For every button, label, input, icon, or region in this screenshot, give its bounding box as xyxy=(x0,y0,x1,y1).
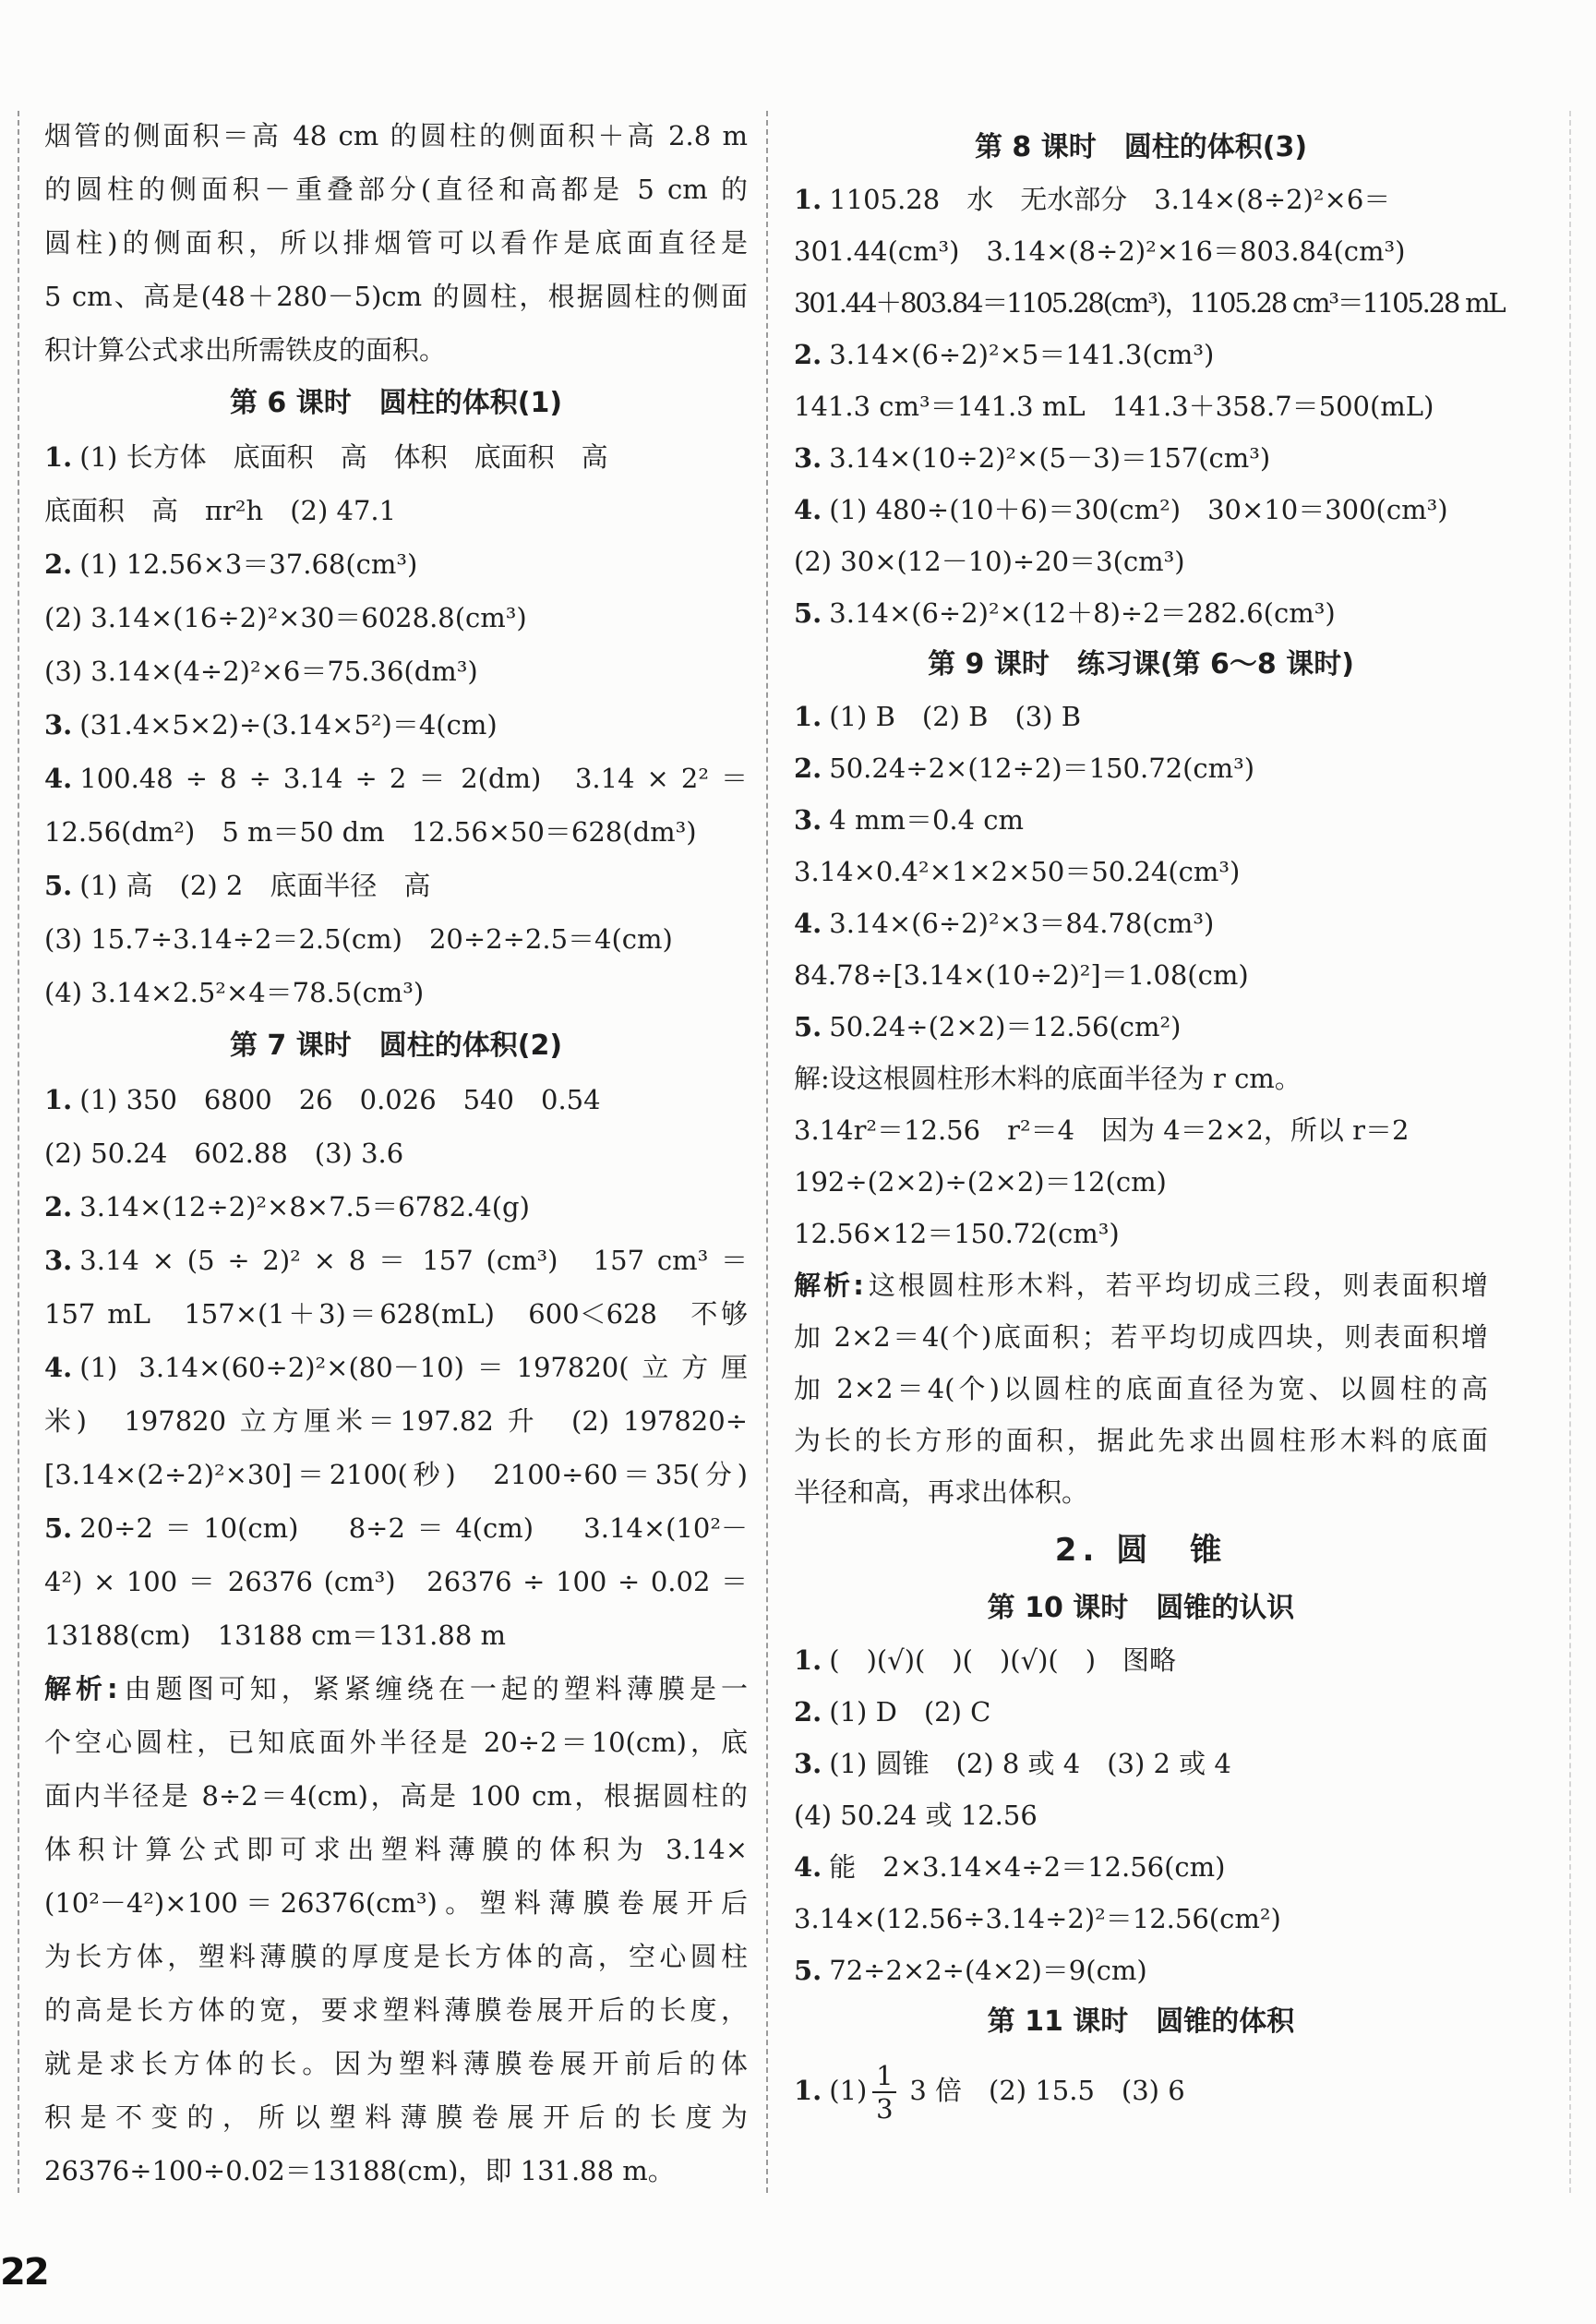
answer-line xyxy=(44,1287,748,1341)
question-number: 3. xyxy=(44,1245,73,1276)
section-heading xyxy=(794,639,1488,691)
line-text: 3.14×(10÷2)²×(5－3)＝157(cm³) xyxy=(829,442,1271,474)
answer-line xyxy=(794,174,1488,225)
line-text: 50.24÷(2×2)＝12.56(cm²) xyxy=(829,1011,1182,1042)
question-number: 5. xyxy=(44,870,73,901)
answer-line xyxy=(794,1415,1488,1466)
question-number: 2. xyxy=(794,1696,822,1728)
answer-line xyxy=(794,1208,1488,1259)
answer-line xyxy=(44,1716,748,1769)
line-text: 3.14 × (5 ÷ 2)² × 8 ＝ 157 (cm³) 157 cm³ ＝ xyxy=(79,1245,748,1276)
answer-line xyxy=(44,1769,748,1823)
question-number: 1. xyxy=(44,1084,73,1115)
answer-line xyxy=(44,912,748,966)
line-text: 半径和高，再求出体积。 xyxy=(794,1476,1089,1508)
line-text: 第 9 课时 练习课(第 6～8 课时) xyxy=(928,648,1354,680)
line-text: 第 10 课时 圆锥的认识 xyxy=(987,1592,1295,1624)
answer-line xyxy=(44,484,748,537)
answer-line xyxy=(44,1608,748,1662)
line-text: (3) 3.14×(4÷2)²×6＝75.36(dm³) xyxy=(44,656,478,687)
line-text: 3.14×0.4²×1×2×50＝50.24(cm³) xyxy=(794,856,1241,887)
fraction xyxy=(872,2060,896,2125)
question-number: 5. xyxy=(794,1955,822,1986)
right-margin-dashed-line xyxy=(1569,111,1571,2193)
line-text: 26376÷100÷0.02＝13188(cm)，即 131.88 m。 xyxy=(44,2155,675,2186)
line-text: 底面积 高 πr²h (2) 47.1 xyxy=(44,495,397,526)
answer-line xyxy=(794,897,1488,949)
line-text: 50.24÷2×(12÷2)＝150.72(cm³) xyxy=(829,753,1255,784)
fraction-denominator: 3 xyxy=(876,2093,894,2125)
line-text: 的圆柱的侧面积－重叠部分(直径和高都是 5 cm 的 xyxy=(44,174,748,205)
line-text: (10²－4²)×100＝26376(cm³)。塑料薄膜卷展开后 xyxy=(44,1887,748,1919)
line-text: 解:设这根圆柱形木料的底面半径为 r cm。 xyxy=(794,1063,1302,1094)
line-text: 米) 197820 立方厘米＝197.82 升 (2) 197820÷ xyxy=(44,1405,748,1437)
answer-line xyxy=(44,1876,748,1930)
answer-line xyxy=(44,1180,748,1234)
chapter-heading xyxy=(794,1518,1488,1583)
section-heading xyxy=(794,1583,1488,1634)
answer-line xyxy=(794,1789,1488,1841)
left-margin-dashed-line xyxy=(18,111,19,2193)
line-text: 157 mL 157×(1＋3)＝628(mL) 600＜628 不够 xyxy=(44,1298,748,1330)
question-number: 3. xyxy=(44,709,73,741)
answer-line xyxy=(44,1501,748,1555)
section-heading xyxy=(794,122,1488,174)
answer-line xyxy=(794,1363,1488,1415)
line-text: (2) 3.14×(16÷2)²×30＝6028.8(cm³) xyxy=(44,602,527,633)
answer-line xyxy=(794,1738,1488,1789)
line-text: 3.14×(6÷2)²×3＝84.78(cm³) xyxy=(829,908,1215,939)
line-text: 就是求长方体的长。因为塑料薄膜卷展开前后的体 xyxy=(44,2048,748,2079)
line-text: 个空心圆柱，已知底面外半径是 20÷2＝10(cm)，底 xyxy=(44,1727,748,1758)
answer-line xyxy=(794,1311,1488,1363)
sub-question-label: (1) xyxy=(829,2075,868,2106)
question-number: 5. xyxy=(794,1011,822,1042)
answer-line xyxy=(44,1126,748,1180)
answer-line xyxy=(794,329,1488,380)
line-text: 能 2×3.14×4÷2＝12.56(cm) xyxy=(829,1851,1226,1883)
fraction-numerator: 1 xyxy=(876,2060,894,2091)
line-text: 3.14r²＝12.56 r²＝4 因为 4＝2×2，所以 r＝2 xyxy=(794,1114,1410,1146)
line-text: 12.56(dm²) 5 m＝50 dm 12.56×50＝628(dm³) xyxy=(44,816,697,848)
line-text: 100.48 ÷ 8 ÷ 3.14 ÷ 2 ＝ 2(dm) 3.14 × 2² ＝ xyxy=(79,763,748,794)
line-text: 301.44＋803.84＝1105.28(cm³)，1105.28 cm³＝1105.28 mL xyxy=(794,287,1505,319)
line-text: (1) 350 6800 26 0.026 540 0.54 xyxy=(79,1084,601,1115)
line-text: 3 倍 (2) 15.5 (3) 6 xyxy=(909,2075,1185,2106)
answer-line xyxy=(44,2144,748,2198)
line-text: 为长的长方形的面积，据此先求出圆柱形木料的底面 xyxy=(794,1425,1488,1456)
answer-line xyxy=(794,1001,1488,1053)
question-number: 2. xyxy=(44,1191,73,1222)
line-text: 圆柱)的侧面积，所以排烟管可以看作是底面直径是 xyxy=(44,227,748,259)
line-text: 3.14×(6÷2)²×5＝141.3(cm³) xyxy=(829,339,1215,370)
line-text: (1) 高 (2) 2 底面半径 高 xyxy=(79,870,431,901)
line-text: 为长方体，塑料薄膜的厚度是长方体的高，空心圆柱 xyxy=(44,1941,748,1972)
line-text: 加 2×2＝4(个)底面积；若平均切成四块，则表面积增 xyxy=(794,1321,1488,1353)
answer-line xyxy=(794,1156,1488,1208)
analysis-label: 解析: xyxy=(44,1673,118,1704)
answer-line xyxy=(44,270,748,323)
analysis-label: 解析: xyxy=(794,1270,864,1301)
answer-line xyxy=(44,430,748,484)
section-heading xyxy=(794,1996,1488,2048)
line-text: 体积计算公式即可求出塑料薄膜的体积为 3.14× xyxy=(44,1834,748,1865)
line-text: 烟管的侧面积＝高 48 cm 的圆柱的侧面积＋高 2.8 m xyxy=(44,120,748,151)
answer-line xyxy=(794,794,1488,846)
answer-line xyxy=(794,1104,1488,1156)
question-number: 1. xyxy=(794,184,822,215)
line-text: 积计算公式求出所需铁皮的面积。 xyxy=(44,334,447,366)
answer-line xyxy=(794,1686,1488,1738)
line-text: 第 6 课时 圆柱的体积(1) xyxy=(229,387,563,419)
answer-line xyxy=(44,1394,748,1448)
answer-line xyxy=(44,1983,748,2037)
line-text: 20÷2＝10(cm) 8÷2＝4(cm) 3.14×(10²－ xyxy=(79,1512,748,1544)
question-number: 1. xyxy=(794,2075,822,2106)
line-text: 2. 圆 锥 xyxy=(1054,1532,1228,1569)
answer-line xyxy=(44,1930,748,1983)
answer-line xyxy=(44,1662,748,1716)
question-number: 2. xyxy=(794,339,822,370)
answer-line xyxy=(44,1073,748,1126)
line-text: 4 mm＝0.4 cm xyxy=(829,804,1025,836)
line-text: 3.14×(6÷2)²×(12＋8)÷2＝282.6(cm³) xyxy=(829,597,1336,629)
right-column xyxy=(794,122,1505,2133)
line-text: 的高是长方体的宽，要求塑料薄膜卷展开后的长度， xyxy=(44,1994,748,2026)
answer-line xyxy=(44,2090,748,2144)
line-text: (4) 50.24 或 12.56 xyxy=(794,1800,1038,1831)
line-text: 13188(cm) 13188 cm＝131.88 m xyxy=(44,1620,507,1651)
question-number: 5. xyxy=(794,597,822,629)
line-text: 192÷(2×2)÷(2×2)＝12(cm) xyxy=(794,1166,1167,1198)
line-text: 积是不变的，所以塑料薄膜卷展开后的长度为 xyxy=(44,2101,748,2133)
line-text: 3.14×(12.56÷3.14÷2)²＝12.56(cm²) xyxy=(794,1903,1281,1934)
line-text: (1) D (2) C xyxy=(829,1696,991,1728)
line-text: (1) 圆锥 (2) 8 或 4 (3) 2 或 4 xyxy=(829,1748,1231,1779)
line-text: 3.14×(12÷2)²×8×7.5＝6782.4(g) xyxy=(79,1191,530,1222)
line-text: 1105.28 水 无水部分 3.14×(8÷2)²×6＝ xyxy=(829,184,1391,215)
answer-line xyxy=(44,698,748,752)
answer-line xyxy=(794,846,1488,897)
line-text: 301.44(cm³) 3.14×(8÷2)²×16＝803.84(cm³) xyxy=(794,235,1406,267)
answer-line xyxy=(44,591,748,644)
line-text: 4²) × 100 ＝ 26376 (cm³) 26376 ÷ 100 ÷ 0.02 ＝ xyxy=(44,1566,748,1597)
answer-line xyxy=(44,109,748,163)
line-text: 5 cm、高是(48＋280－5)cm 的圆柱，根据圆柱的侧面 xyxy=(44,281,748,312)
line-text: (1) 长方体 底面积 高 体积 底面积 高 xyxy=(79,441,608,473)
answer-line xyxy=(794,1053,1488,1104)
line-text: (1) 3.14×(60÷2)²×(80－10)＝197820(立方厘 xyxy=(79,1352,748,1383)
line-text: 面内半径是 8÷2＝4(cm)，高是 100 cm，根据圆柱的 xyxy=(44,1780,748,1812)
line-text: 第 11 课时 圆锥的体积 xyxy=(987,2005,1295,2038)
line-text: (3) 15.7÷3.14÷2＝2.5(cm) 20÷2÷2.5＝4(cm) xyxy=(44,923,673,955)
answer-line xyxy=(44,644,748,698)
line-text: 12.56×12＝150.72(cm³) xyxy=(794,1218,1120,1249)
line-text: (1) B (2) B (3) B xyxy=(829,701,1082,732)
line-text: (2) 50.24 602.88 (3) 3.6 xyxy=(44,1138,404,1169)
question-number: 4. xyxy=(44,1352,73,1383)
answer-line xyxy=(44,805,748,859)
answer-line xyxy=(794,587,1488,639)
line-text: (1) 480÷(10＋6)＝30(cm²) 30×10＝300(cm³) xyxy=(829,494,1448,525)
question-number: 4. xyxy=(794,1851,822,1883)
question-number: 3. xyxy=(794,1748,822,1779)
question-number: 4. xyxy=(794,494,822,525)
answer-line xyxy=(44,1555,748,1608)
line-text: (31.4×5×2)÷(3.14×5²)＝4(cm) xyxy=(79,709,498,741)
page-number: 22 xyxy=(0,2251,48,2294)
line-text: 84.78÷[3.14×(10÷2)²]＝1.08(cm) xyxy=(794,959,1249,991)
section-heading xyxy=(44,377,748,430)
answer-line xyxy=(794,1259,1488,1311)
answer-line xyxy=(44,966,748,1019)
answer-line xyxy=(794,1841,1488,1893)
line-text: 这根圆柱形木料，若平均切成三段，则表面积增 xyxy=(865,1270,1488,1301)
answer-line xyxy=(44,1448,748,1501)
answer-line xyxy=(794,1466,1488,1518)
question-number: 1. xyxy=(44,441,73,473)
question-number: 1. xyxy=(794,701,822,732)
answer-line xyxy=(44,537,748,591)
answer-line xyxy=(794,1945,1488,1996)
answer-line xyxy=(44,1234,748,1287)
line-text: 141.3 cm³＝141.3 mL 141.3＋358.7＝500(mL) xyxy=(794,391,1434,422)
answer-line xyxy=(794,225,1488,277)
answer-line xyxy=(794,2048,1488,2133)
answer-line xyxy=(44,1341,748,1394)
line-text: 由题图可知，紧紧缠绕在一起的塑料薄膜是一 xyxy=(119,1673,748,1704)
answer-line xyxy=(794,691,1488,742)
answer-line xyxy=(794,742,1488,794)
answer-line xyxy=(44,2037,748,2090)
question-number: 4. xyxy=(794,908,822,939)
question-number: 5. xyxy=(44,1512,73,1544)
answer-line xyxy=(44,1823,748,1876)
line-text: [3.14×(2÷2)²×30]＝2100(秒) 2100÷60＝35(分) xyxy=(44,1459,748,1490)
answer-line xyxy=(44,216,748,270)
line-text: 第 8 课时 圆柱的体积(3) xyxy=(974,131,1308,163)
question-number: 2. xyxy=(44,548,73,580)
answer-line xyxy=(794,949,1488,1001)
answer-line xyxy=(44,323,748,377)
line-text: 加 2×2＝4(个)以圆柱的底面直径为宽、以圆柱的高 xyxy=(794,1373,1488,1404)
answer-line xyxy=(794,432,1488,484)
answer-line xyxy=(44,859,748,912)
line-text: 72÷2×2÷(4×2)＝9(cm) xyxy=(829,1955,1147,1986)
left-column xyxy=(44,109,748,2198)
question-number: 3. xyxy=(794,804,822,836)
line-text: ( )(√)( )( )(√)( ) 图略 xyxy=(829,1644,1177,1676)
section-heading xyxy=(44,1019,748,1073)
answer-line xyxy=(44,752,748,805)
answer-line xyxy=(794,380,1488,432)
answer-line xyxy=(794,277,1505,329)
line-text: (1) 12.56×3＝37.68(cm³) xyxy=(79,548,418,580)
answer-line xyxy=(794,484,1488,536)
answer-line xyxy=(794,1634,1488,1686)
question-number: 2. xyxy=(794,753,822,784)
column-divider-dashed-line xyxy=(766,111,768,2193)
line-text: (2) 30×(12－10)÷20＝3(cm³) xyxy=(794,546,1185,577)
line-text: 第 7 课时 圆柱的体积(2) xyxy=(229,1030,563,1062)
question-number: 3. xyxy=(794,442,822,474)
answer-line xyxy=(794,536,1488,587)
answer-line xyxy=(44,163,748,216)
question-number: 4. xyxy=(44,763,73,794)
line-text: (4) 3.14×2.5²×4＝78.5(cm³) xyxy=(44,977,425,1008)
question-number: 1. xyxy=(794,1644,822,1676)
answer-line xyxy=(794,1893,1488,1945)
